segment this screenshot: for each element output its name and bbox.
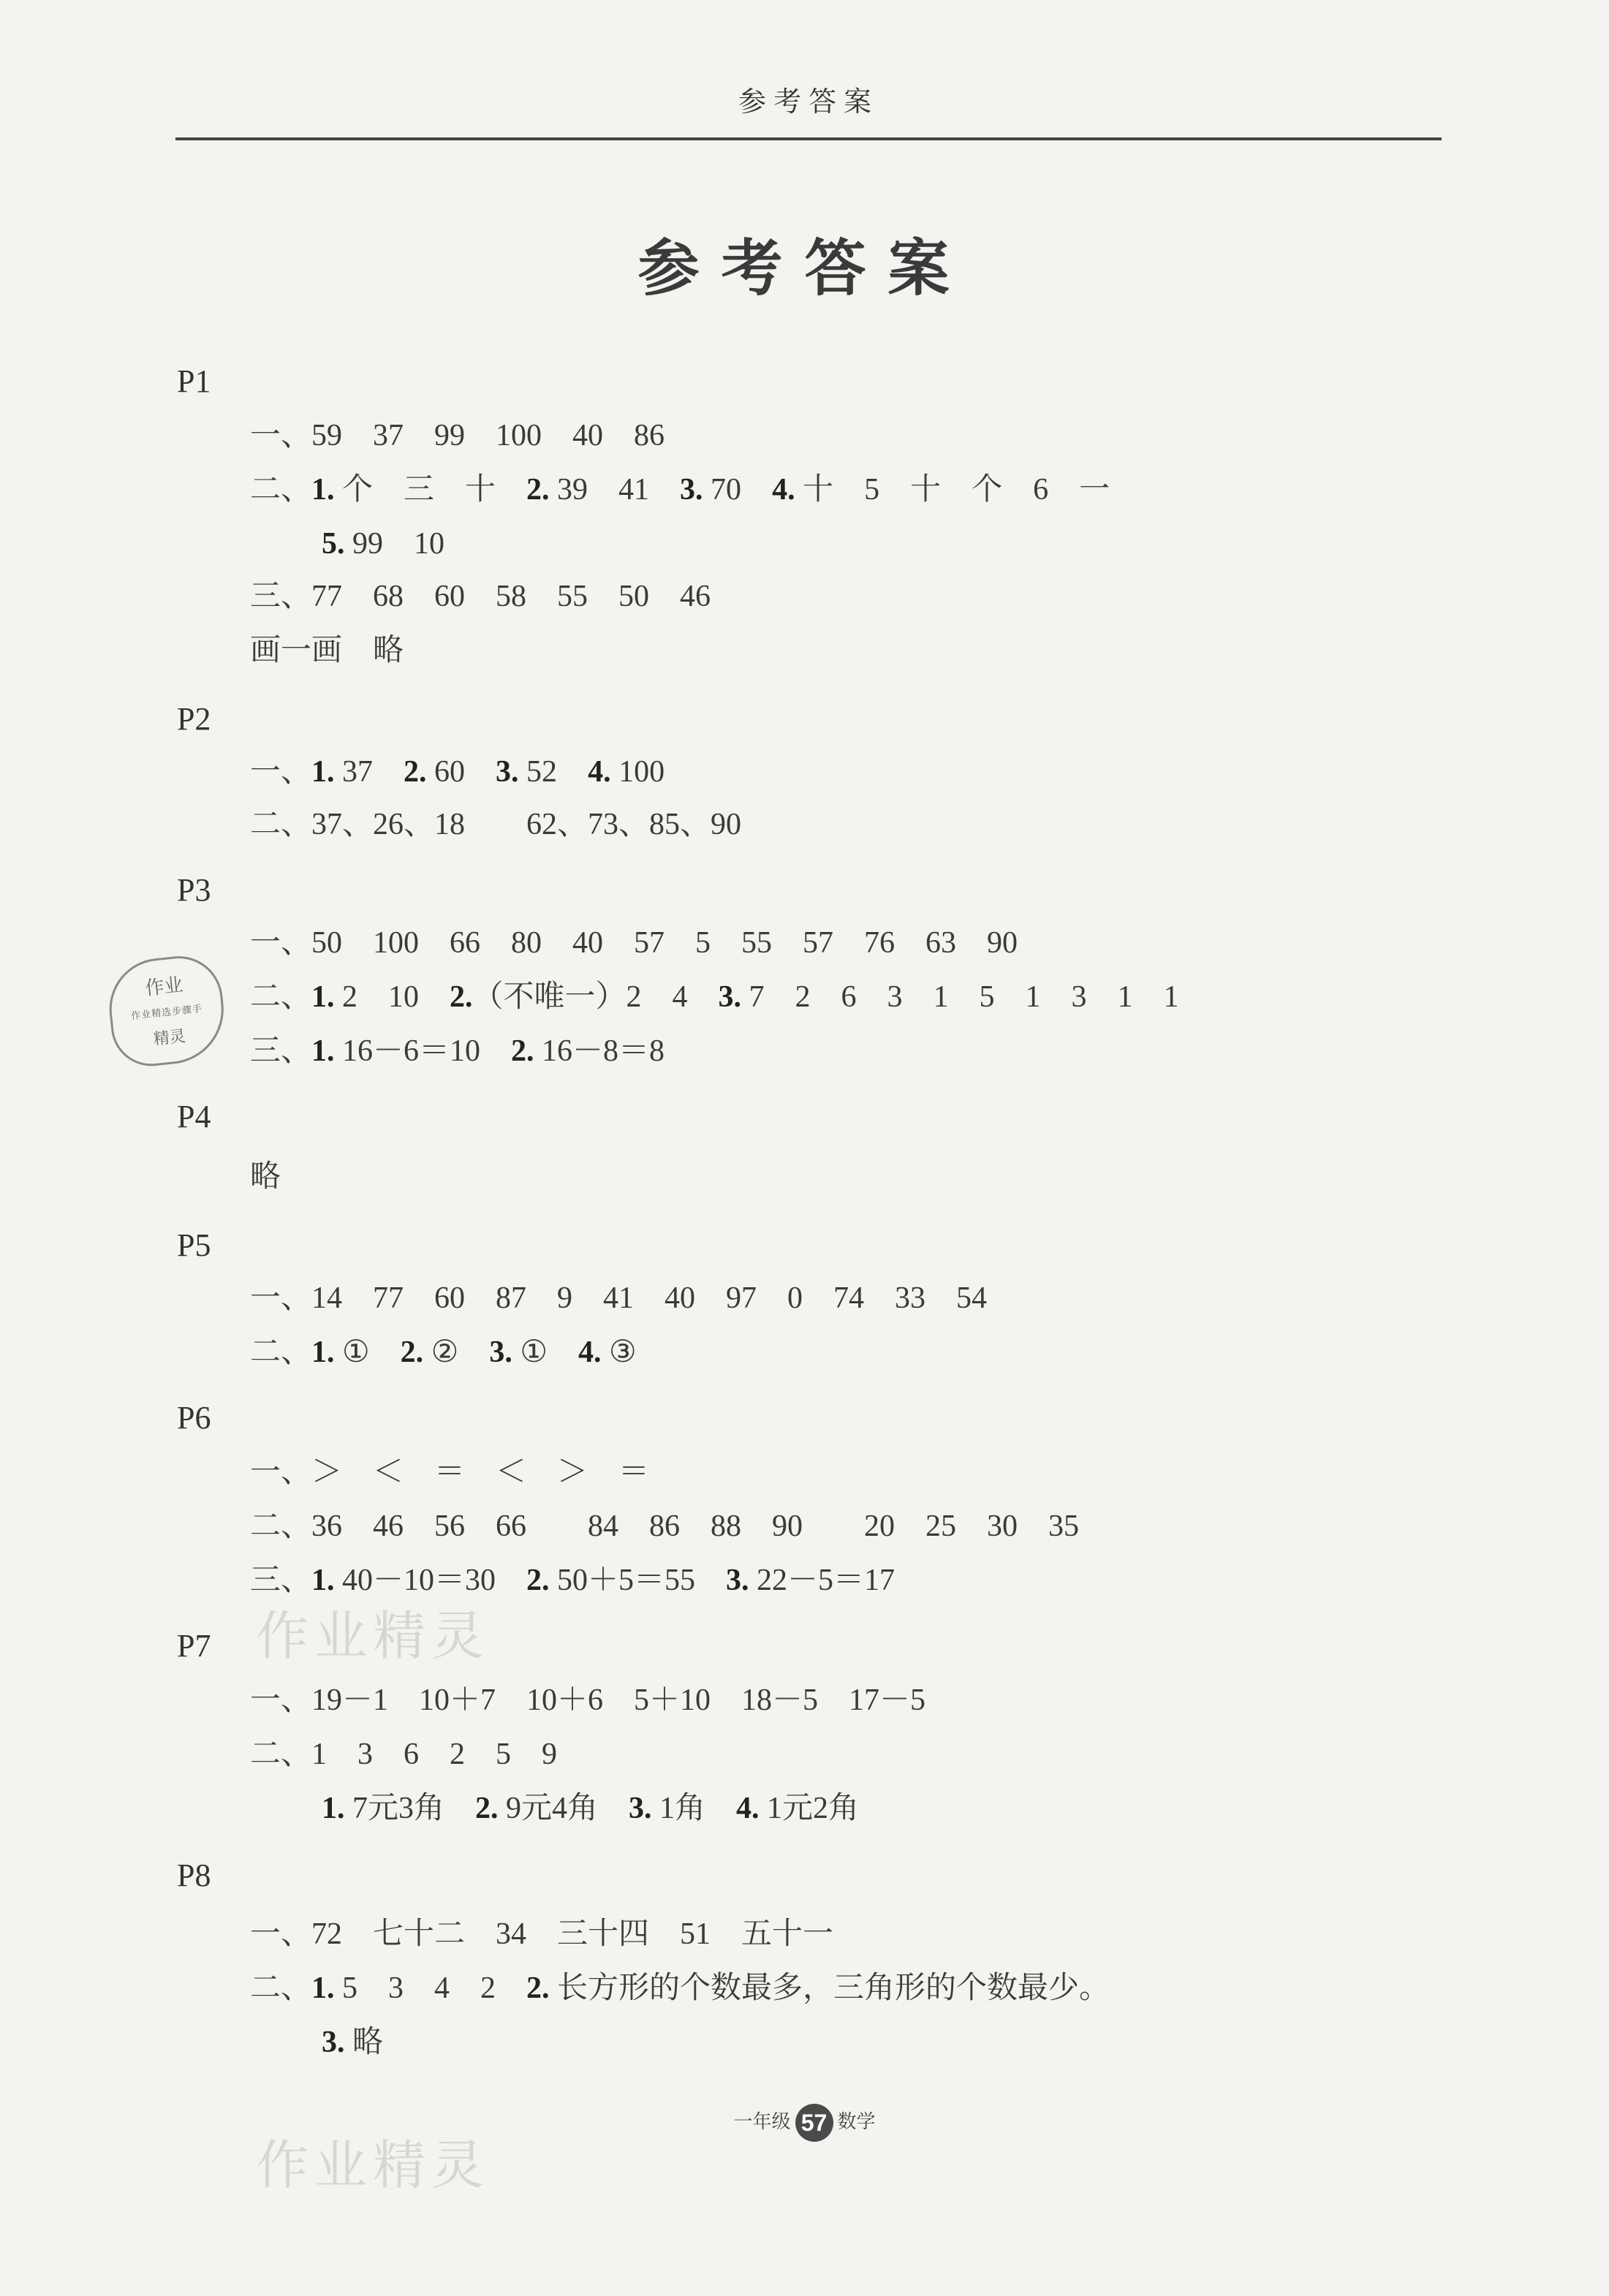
answer-line [250,1501,1079,1545]
answer-text: 一、59 37 99 100 40 86 [250,419,665,452]
question-number: 3. [718,980,742,1014]
answer-text: 三、77 68 60 58 55 50 46 [250,580,711,613]
question-number: 5. [322,527,345,561]
question-number: 2. [511,1034,534,1068]
question-number: 3. [496,755,519,789]
footer-grade: 一年级 [733,2111,791,2133]
answer-line [250,800,741,844]
answer-text: 40－10＝30 [334,1564,527,1597]
section-label-p4: P4 [177,1099,211,1134]
question-number: 2. [526,1971,550,2005]
answer-line [250,626,404,670]
page-number-badge: 57 [795,2104,833,2142]
question-number: 2. [526,1564,550,1597]
watermark-text: 作业精灵 [256,2134,491,2196]
question-number: 3. [726,1564,749,1597]
answer-text: 一、19－1 10＋7 10＋6 5＋10 18－5 17－5 [250,1683,926,1717]
answer-text: 一、14 77 60 87 9 41 40 97 0 74 33 54 [250,1281,988,1315]
answer-line [250,1556,895,1599]
question-number: 1. [311,1335,335,1369]
answer-text: 7元3角 [344,1792,476,1825]
answer-line [250,1152,281,1196]
answer-text: 2 10 [334,980,450,1014]
section-label-p1: P1 [177,363,211,399]
question-number: 2. [475,1792,499,1825]
answer-line [250,465,1110,509]
answer-line [250,1026,665,1070]
question-number: 2. [450,980,473,1014]
answer-text: 39 41 [549,473,681,507]
answer-text: 二、 [250,473,312,507]
answer-line [250,1729,557,1773]
section-label-p5: P5 [177,1227,211,1263]
answer-text: 5 3 4 2 [334,1971,527,2005]
answer-line [322,1784,859,1827]
watermark-stamp [105,952,229,1070]
answer-text: 二、36 46 56 66 84 86 88 90 20 25 30 35 [250,1509,1080,1543]
answer-line [250,411,665,455]
question-number: 1. [311,473,335,507]
answer-text: 1角 [651,1792,737,1825]
running-header: 参考答案 [738,86,879,118]
answer-text: 50＋5＝55 [549,1564,727,1597]
question-number: 4. [588,755,611,789]
question-number: 2. [400,1335,424,1369]
question-number: 4. [578,1335,602,1369]
answer-text: 十 5 十 个 6 一 [795,473,1110,507]
answer-text: 二、 [250,1335,312,1369]
answer-text: 二、37、26、18 62、73、85、90 [250,808,742,841]
answer-text: 二、 [250,980,312,1014]
answer-text: 9元4角 [498,1792,629,1825]
answer-text: ① [334,1335,401,1369]
answer-text: 99 10 [344,527,445,561]
answer-text: 三、 [250,1034,312,1068]
question-number: 1. [322,1792,345,1825]
answer-text: 一、＞ ＜ ＝ ＜ ＞ ＝ [250,1455,650,1489]
question-number: 4. [772,473,795,507]
question-number: 1. [311,980,335,1014]
answer-text: 长方形的个数最多，三角形的个数最少。 [549,1971,1110,2005]
answer-text: 7 2 6 3 1 5 1 3 1 1 [741,980,1179,1014]
answer-line [250,1273,987,1317]
stamp-footer: 精灵 [152,1027,187,1050]
question-number: 3. [629,1792,652,1825]
answer-text: ① [512,1335,578,1369]
section-label-p3: P3 [177,872,211,908]
answer-text: 二、1 3 6 2 5 9 [250,1738,558,1771]
answer-line [250,1909,833,1953]
question-number: 3. [489,1335,512,1369]
page-footer [0,2104,1609,2142]
answer-line [250,1327,637,1371]
footer-subject: 数学 [837,2111,876,2133]
question-number: 1. [311,1564,335,1597]
answer-text: 100 [610,755,665,789]
question-number: 1. [311,1971,335,2005]
header-rule [175,137,1442,140]
answer-text: ③ [601,1335,637,1369]
answer-text: 一、 [250,755,312,789]
answer-text: 37 [334,755,404,789]
answer-line [250,747,665,791]
answer-text: 一、50 100 66 80 40 57 5 55 57 76 63 90 [250,926,1018,960]
question-number: 2. [404,755,427,789]
answer-line [322,519,444,563]
answer-line [250,1447,649,1491]
question-number: 1. [311,1034,335,1068]
answer-line [250,972,1179,1016]
answer-text: （不唯一）2 4 [472,980,719,1014]
section-label-p7: P7 [177,1628,211,1664]
stamp-title: 作业 [144,974,184,1000]
answer-text: 16－8＝8 [534,1034,665,1068]
question-number: 4. [736,1792,760,1825]
question-number: 3. [322,2026,345,2059]
answer-text: 二、 [250,1971,312,2005]
answer-text: 52 [518,755,588,789]
answer-text: 略 [250,1160,281,1194]
section-label-p8: P8 [177,1857,211,1893]
answer-line [250,918,1018,962]
answer-line [322,2017,383,2061]
answer-text: 三、 [250,1564,312,1597]
answer-text: 22－5＝17 [749,1564,896,1597]
answer-line [250,1963,1110,2007]
answer-text: 70 [703,473,773,507]
question-number: 3. [680,473,703,507]
answer-text: 60 [426,755,496,789]
page-title: 参考答案 [637,232,972,304]
section-label-p6: P6 [177,1400,211,1436]
answer-line [250,572,711,615]
answer-text: 略 [344,2026,384,2059]
question-number: 2. [526,473,550,507]
answer-text: 一、72 七十二 34 三十四 51 五十一 [250,1917,834,1951]
answer-text: 个 三 十 [334,473,527,507]
watermark-text: 作业精灵 [256,1605,491,1667]
stamp-subtitle: 作业精选步骤手 [130,1003,203,1023]
section-label-p2: P2 [177,701,211,737]
answer-text: 1元2角 [759,1792,860,1825]
answer-text: ② [423,1335,490,1369]
question-number: 1. [311,755,335,789]
answer-line [250,1675,925,1719]
answer-text: 16－6＝10 [334,1034,512,1068]
answer-text: 画一画 略 [250,634,404,667]
